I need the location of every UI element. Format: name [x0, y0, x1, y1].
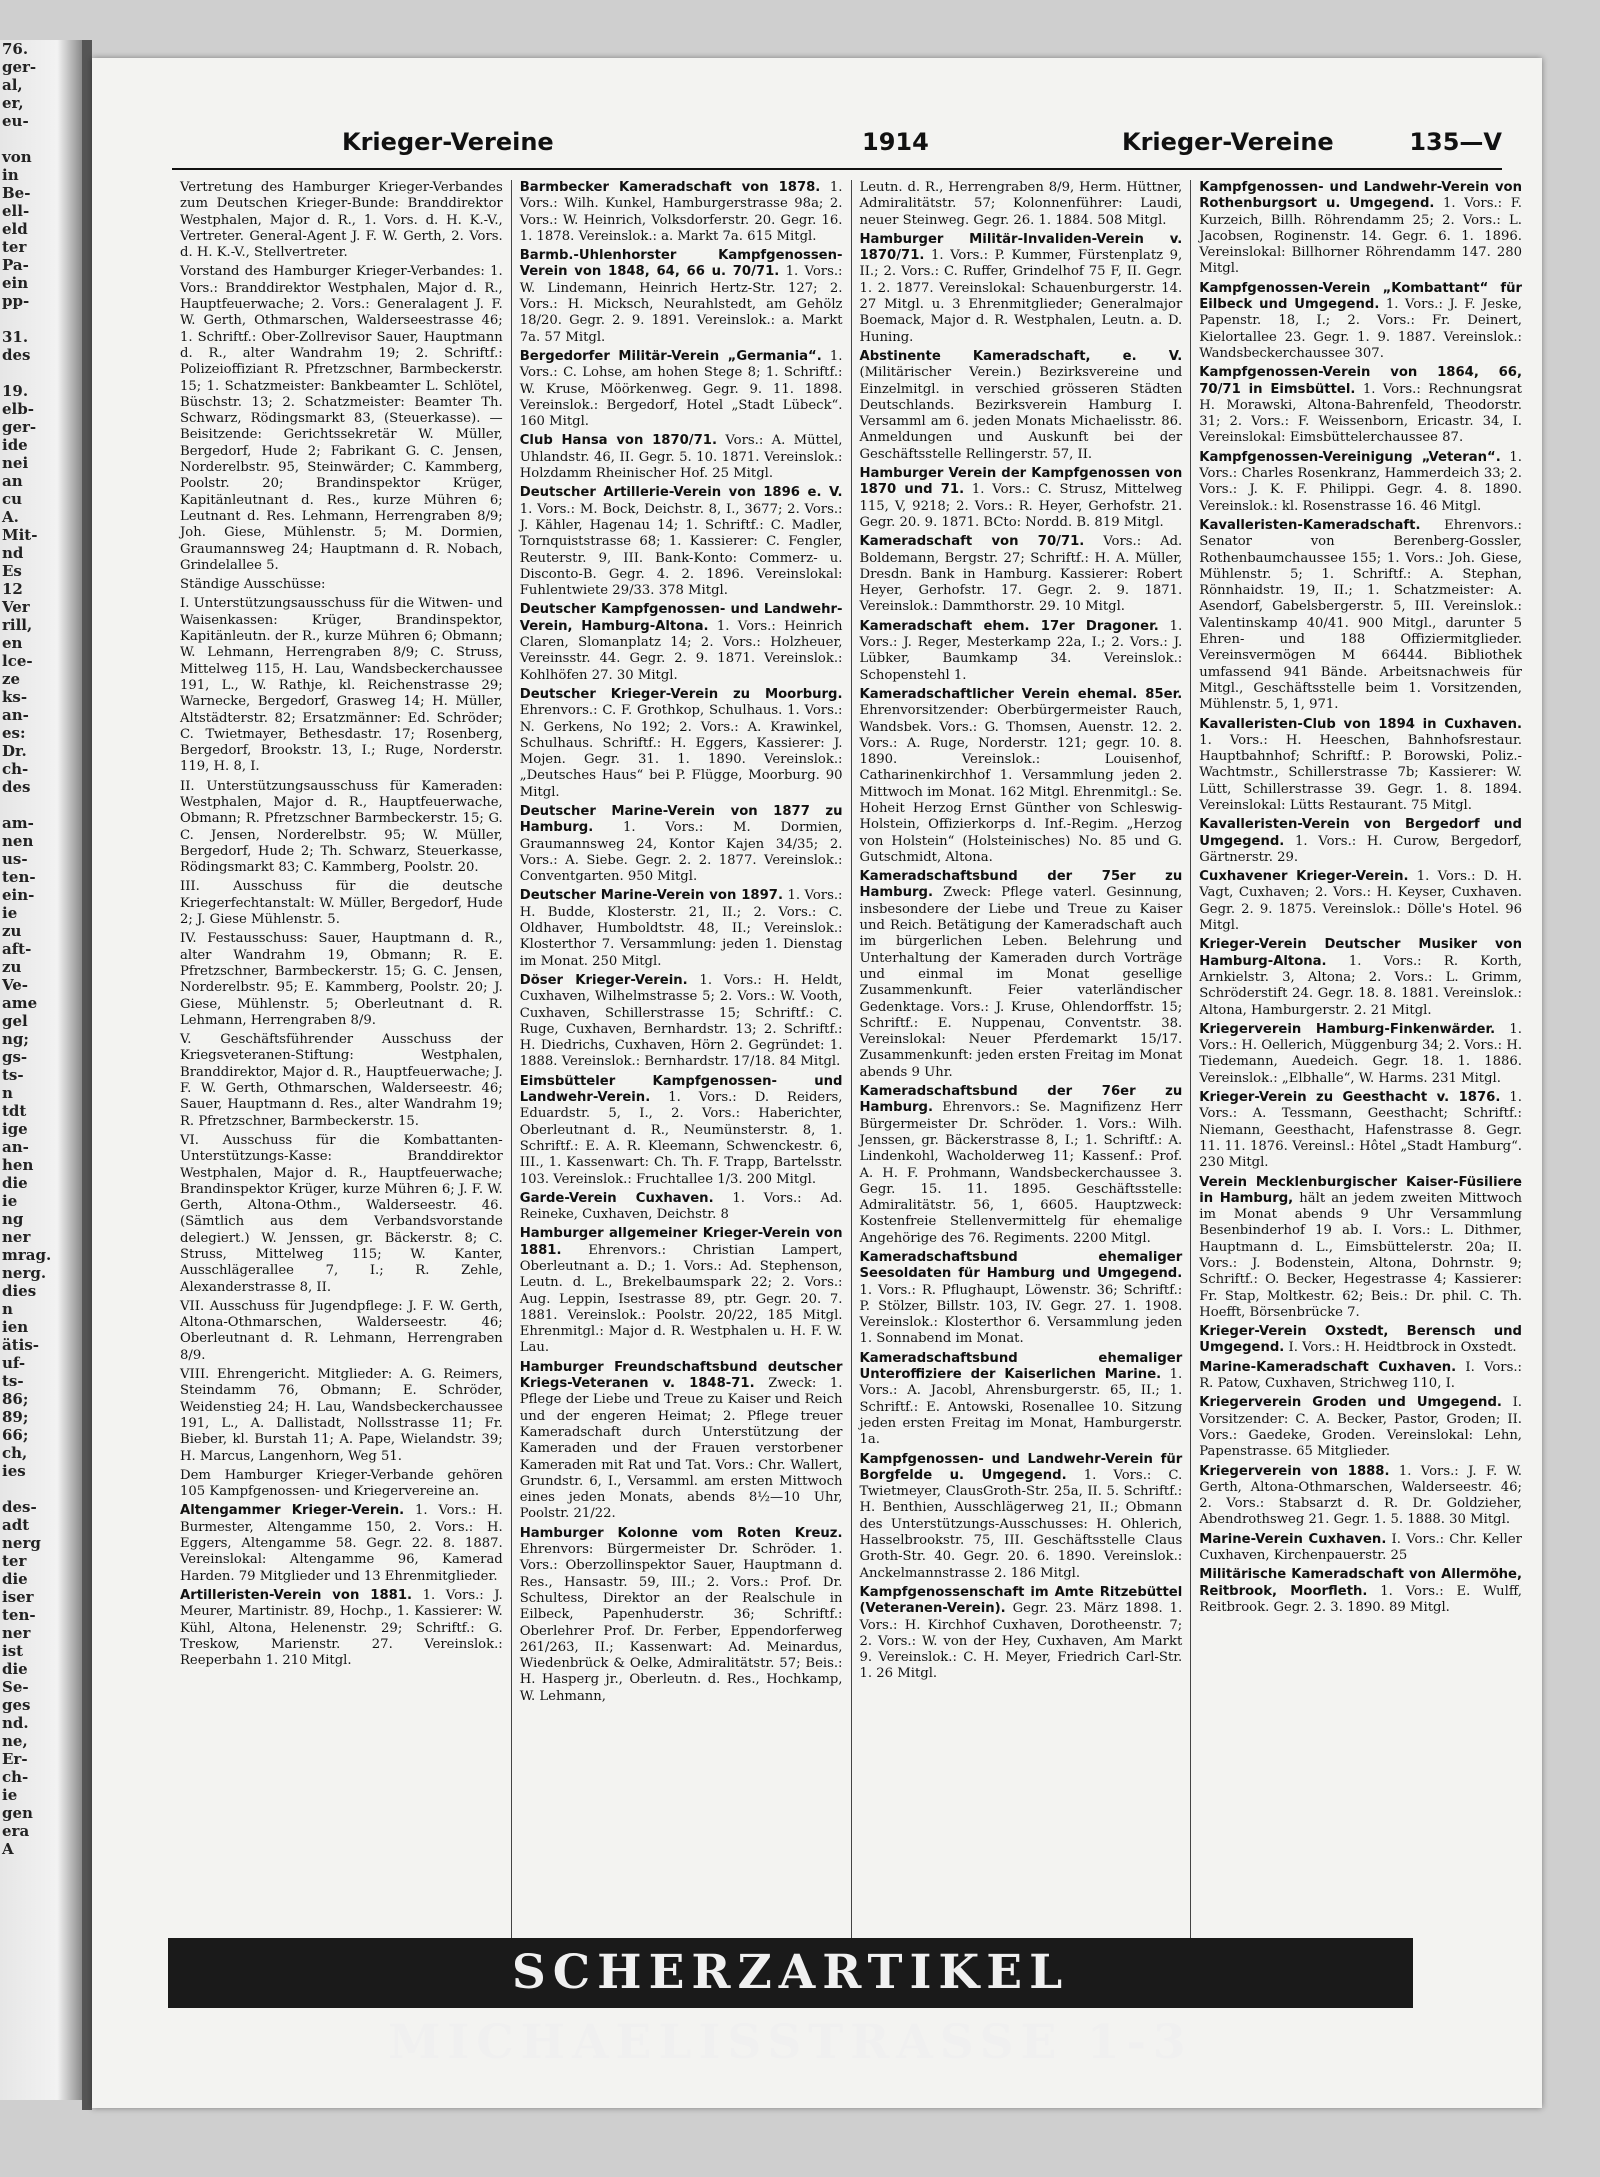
entry-body: Ständige Ausschüsse:	[180, 577, 326, 593]
margin-fragment: ng;	[2, 1030, 29, 1048]
directory-entry	[180, 931, 503, 1029]
margin-fragment: die	[2, 1174, 28, 1192]
margin-fragment: ist	[2, 1642, 24, 1660]
directory-entry	[520, 349, 843, 430]
entry-body: V. Geschäftsführender Ausschuss der Kriegsveteranen-Stiftung: Westphalen, Branddirektor, Major d. R., Hauptfeuerwache; J. F. W. Gerth, Othmarschen, Walderseestr. 46; Sauer, Hauptmann d. Res., alter Wandrahm 19; R. Pfretzschner, Barmbeckerstr. 15.	[180, 1032, 503, 1129]
entry-body: Vors.: A. Müttel, Uhlandstr. 46, II. Gegr. 5. 10. 1871. Vereinslok.: Holzdamm Rheinischer Hof. 25 Mitgl.	[519, 433, 843, 482]
entry-name: Barmbecker Kameradschaft von 1878.	[519, 180, 821, 195]
margin-fragment: nei	[2, 454, 29, 472]
entry-body: 1. Vors.: R. Korth, Arnkielstr. 3, Altona; 2. Vors.: L. Grimm, Schröderstift 24. Gegr. 18. 8. 1881. Vereinslok.: Altona, Hamburgerstr. 2. 21 Mitgl.	[1199, 953, 1522, 1018]
entry-body: 1. Vors.: M. Dormien, Graumannsweg 24, Kontor Kajen 34/35; 2. Vors.: A. Siebe. Gegr. 2. 2. 1877. Vereinslok.: Conventgarten. 950 Mitgl.	[519, 820, 843, 885]
header-right-title: Krieger-Vereine	[1122, 128, 1334, 156]
margin-fragment: cu	[2, 490, 23, 508]
directory-entry	[180, 264, 503, 574]
entry-body: 1. Vors.: C. Strusz, Mittelweg 115, V, 9218; 2. Vors.: R. Heyer, Gerhofstr. 21. Gegr. 20. 9. 1871. BCto: Nordd. B. 819 Mitgl.	[859, 482, 1183, 530]
margin-fragment: Dr.	[2, 742, 27, 760]
entry-body: 1. Vors.: F. Kurzeich, Billh. Röhrendamm 25; 2. Vors.: L. Jacobsen, Roginenstr. 14. Gegr. 6. 1. 1896. Vereinslokal: Billhorner Röhrendamm 147. 280 Mitgl.	[1199, 196, 1522, 277]
margin-fragment: Ve-	[2, 976, 29, 994]
directory-entry	[520, 1226, 843, 1356]
margin-fragment: aft-	[2, 940, 32, 958]
entry-name: Garde-Verein Cuxhaven.	[519, 1190, 714, 1206]
directory-entry	[1199, 817, 1522, 866]
margin-fragment: Ver	[2, 598, 30, 616]
entry-body: VIII. Ehrengericht. Mitglieder: A. G. Reimers, Steindamm 76, Obmann; E. Schröder, Weidenstieg 24; H. Lau, Wandsbeckerchaussee 191, L., A. Dallistadt, Nollsstrasse 11; Fr. Bieber, kl. Burstah 11; A. Pape, Wielandstr. 39; H. Marcus, Langenhorn, Weg 51.	[180, 1367, 503, 1464]
directory-entry	[1199, 1395, 1522, 1460]
margin-fragment: ie	[2, 1192, 18, 1210]
entry-body: 1. Vors.: H. Heeschen, Bahnhofsrestaur. Hauptbahnhof; Schriftf.: P. Borowski, Poliz.-Wachtmstr., Schillerstrasse 7b; Kassierer: W. Lütt, Schillerstrasse 39. Gegr. 1. 8. 1894. Vereinslokal: Lütts Restaurant. 75 Mitgl.	[1199, 732, 1522, 813]
entry-name: Kavalleristen-Club von 1894 in Cuxhaven.	[1199, 716, 1522, 732]
entry-body: Vorstand des Hamburger Krieger-Verbandes: 1. Vors.: Branddirektor Westphalen, Major d. R., Hauptfeuerwache; 2. Vors.: Generalagent J. F. W. Gerth, Othmarschen, Walderseestrasse 46; 1. Schriftf.: Ober-Zollrevisor Sauer, Hauptmann d. R., alter Wandrahm 19; 2. Schriftf.: Polizeioffiziant R. Pfretzschner, Barmbeckerstr. 15; 1. Schatzmeister: Bankbeamter L. Schlötel, Büschstr. 13; 2. Schatzmeister: Beamter Th. Schwarz, Rödingsmarkt 83, (Steuerkasse). — Beisitzende: Gerichtssekretär W. Müller, Bergedorf, Hude 2; Fabrikant G. C. Jensen, Norderelbstr. 95, Steinwärder; C. Kammberg, Poolstr. 20; Brandinspektor Krüger, Kapitänleutnant d. Res., kurze Mühren 6; Leutnant d. Res. Lehmann, Herrengraben 8/9; Joh. Giese, Mühlenstr. 5; M. Dormien, Graumannsweg 24; Hauptmann d. R. Nobach, Grindelallee 5.	[180, 264, 503, 573]
margin-fragment: ie	[2, 1786, 18, 1804]
directory-entry	[520, 1191, 843, 1224]
entry-name: Abstinente Kameradschaft, e. V.	[859, 348, 1183, 364]
margin-fragment: von	[2, 148, 32, 166]
header-left-title: Krieger-Vereine	[342, 128, 554, 156]
entry-body: I. Vors.: H. Heidtbrock in Oxstedt.	[1288, 1340, 1517, 1356]
entry-name: Hamburger Freundschaftsbund deutscher Kriegs-Veteranen v. 1848-71.	[519, 1359, 843, 1392]
entry-name: Marine-Verein Cuxhaven.	[1199, 1531, 1387, 1547]
entry-name: Kampfgenossen-Vereinigung „Veteran“.	[1199, 449, 1501, 465]
margin-fragment: ges	[2, 1696, 31, 1714]
directory-entry	[860, 534, 1183, 615]
margin-fragment: nerg.	[2, 1264, 47, 1282]
margin-fragment: mrag.	[2, 1246, 52, 1264]
margin-fragment: era	[2, 1822, 30, 1840]
directory-entry	[520, 433, 843, 482]
entry-body: 1. Vors.: D. H. Vagt, Cuxhaven; 2. Vors.: H. Keyser, Cuxhaven. Gegr. 2. 9. 1875. Vereinslok.: Dölle's Hotel. 96 Mitgl.	[1199, 869, 1522, 934]
margin-fragment: uf-	[2, 1354, 26, 1372]
directory-entry	[860, 1585, 1183, 1683]
entry-body: Ehrenvors: Bürgermeister Dr. Schröder. 1. Vors.: Oberzollinspektor Sauer, Hauptmann d. Res., Hansastr. 59, III.; 2. Vors.: Prof. Dr. Schultess, Direktor an der Realschule in Eilbeck, Papenhuderstr. 36; Schriftf.: Oberlehrer Prof. Dr. Ferber, Eppendorferweg 261/263, II.; Kassenwart: Ad. Meinardus, Wiedenbrück & Oelke, Admiralitätstr. 57; Beis.: H. Hasperg jr., Oberleutn. d. Res., Hochkamp, W. Lehmann,	[519, 1542, 843, 1704]
margin-fragment: gs-	[2, 1048, 28, 1066]
book-spine	[82, 40, 92, 2110]
directory-entry	[180, 1588, 503, 1669]
entry-body: 1. Vors.: A. Tessmann, Geesthacht; Schriftf.: Niemann, Geesthacht, Hafenstrasse 8. Gegr. 11. 11. 1876. Vereinsl.: Hôtel „Stadt Hamburg“. 230 Mitgl.	[1199, 1090, 1522, 1171]
directory-entry	[180, 779, 503, 877]
margin-fragment: des-	[2, 1498, 37, 1516]
entry-body: 1. Vors.: D. Reiders, Eduardstr. 5, I., 2. Vors.: Haberichter, Oberleutnant d. R., Neumünsterstr. 8, 1. Schriftf.: E. A. R. Kleemann, Schwenckestr. 6, III., 1. Kassenwart: Ch. Th. F. Trapp, Bartelsstr. 103. Vereinslok.: Fruchtallee 1/3. 200 Mitgl.	[519, 1090, 843, 1187]
margin-fragment: 89;	[2, 1408, 29, 1426]
margin-fragment: gel	[2, 1012, 28, 1030]
directory-entry	[520, 687, 843, 801]
entry-body: I. Vors.: Chr. Keller Cuxhaven, Kirchenpauerstr. 25	[1199, 1531, 1522, 1564]
margin-fragment: ner	[2, 1228, 31, 1246]
margin-fragment: ies	[2, 1462, 26, 1480]
margin-fragment: ner	[2, 1624, 31, 1642]
entry-name: Deutscher Artillerie-Verein von 1896 e. V.	[519, 485, 843, 501]
entry-name: Kampfgenossen-Verein von 1864, 66, 70/71 in Eimsbüttel.	[1199, 365, 1522, 397]
margin-fragment: ger-	[2, 58, 37, 76]
entry-body: 1. Vors.: C. Twietmeyer, ClausGroth-Str. 25a, II. 5. Schriftf.: H. Benthien, Ausschlägerweg 21, II.; Obmann des Unterstützungs-Ausschusses: H. Ohlerich, Hasselbrookstr. 75, III. Geschäftsstelle Claus Groth-Str. 40. Gegr. 20. 6. 1890. Vereinslok.: Anckelmannstrasse 2. 186 Mitgl.	[859, 1467, 1183, 1581]
margin-fragment: eld	[2, 220, 28, 238]
entry-name: Bergedorfer Militär-Verein „Germania“.	[519, 348, 822, 364]
directory-entry	[180, 879, 503, 928]
directory-entry	[520, 485, 843, 599]
margin-fragment: ch-	[2, 760, 29, 778]
directory-entry	[1199, 518, 1522, 714]
directory-entry	[1199, 365, 1522, 446]
directory-entry	[860, 1084, 1183, 1247]
margin-fragment: in	[2, 166, 19, 184]
margin-fragment: 31.	[2, 328, 29, 346]
directory-entry	[1199, 1567, 1522, 1616]
entry-body: (Militärischer Verein.) Bezirksvereine und Einzelmitgl. in verschied grösseren Städten Deutschlands. Bezirksverein Hamburg I. Versamml am 6. jeden Monats Michaelisstr. 86. Anmeldungen und Auskunft bei der Geschäftsstelle Rellingerstr. 57, II.	[859, 365, 1183, 462]
entry-name: Militärische Kameradschaft von Allermöhe, Reitbrook, Moorfleth.	[1199, 1567, 1522, 1599]
margin-fragment: lce-	[2, 652, 33, 670]
directory-entry	[1199, 937, 1522, 1018]
directory-entry	[180, 1468, 503, 1501]
entry-body: IV. Festausschuss: Sauer, Hauptmann d. R., alter Wandrahm 19, Obmann; R. E. Pfretzschner, Barmbeckerstr. 15; G. C. Jensen, Norderelbstr. 95; E. Kammberg, Poolstr. 20; J. Giese, Mühlenstr. 5; Oberleutnant d. R. Lehmann, Herrengraben 8/9.	[180, 931, 503, 1028]
directory-entry	[860, 1351, 1183, 1449]
entry-body: 1. Vors.: J. F. W. Gerth, Altona-Othmarschen, Walderseestr. 46; 2. Vors.: Stabsarzt d. R. Dr. Goldzieher, Abendrothsweg 21. Gegr. 1. 5. 1888. 30 Mitgl.	[1199, 1463, 1522, 1528]
margin-fragment: am-	[2, 814, 34, 832]
entry-body: 1. Vors.: H. Curow, Bergedorf, Gärtnerstr. 29.	[1199, 833, 1522, 865]
margin-fragment: eu-	[2, 112, 29, 130]
margin-fragment: ter	[2, 1552, 27, 1570]
entry-body: Vertretung des Hamburger Krieger-Verbandes zum Deutschen Krieger-Bunde: Branddirektor Westphalen, Major d. R., 1. Vors. d. H. K.-V., Vertreter. General-Agent J. F. W. Gerth, 2. Vors. d. H. K.-V., Stellvertreter.	[180, 180, 503, 261]
margin-fragment	[0, 130, 82, 148]
margin-fragment: ame	[2, 994, 38, 1012]
directory-entry	[1199, 180, 1522, 278]
margin-fragment: ige	[2, 1120, 28, 1138]
margin-fragment: zu	[2, 922, 22, 940]
entry-name: Krieger-Verein zu Geesthacht v. 1876.	[1199, 1090, 1501, 1106]
margin-fragment: 76.	[2, 40, 29, 58]
directory-entry	[180, 180, 503, 261]
header-rule	[172, 168, 1502, 170]
directory-entry	[1199, 717, 1522, 815]
margin-fragment: Be-	[2, 184, 31, 202]
directory-entry	[860, 1452, 1183, 1582]
directory-entry	[1199, 1360, 1522, 1393]
entry-name: Deutscher Kampfgenossen- und Landwehr-Verein, Hamburg-Altona.	[519, 602, 843, 634]
directory-entry	[1199, 1532, 1522, 1565]
entry-name: Kameradschaftlicher Verein ehemal. 85er.	[859, 686, 1183, 702]
directory-entry	[860, 619, 1183, 684]
margin-fragment: nerg	[2, 1534, 41, 1552]
header-year: 1914	[862, 128, 929, 156]
entry-name: Kameradschaftsbund der 76er zu Hamburg.	[859, 1084, 1183, 1116]
directory-entry	[860, 1250, 1183, 1348]
margin-fragment: an	[2, 472, 23, 490]
directory-entry	[520, 973, 843, 1071]
entry-name: Krieger-Verein Oxstedt, Berensch und Umgegend.	[1199, 1324, 1522, 1356]
directory-entry	[520, 248, 843, 346]
entry-name: Döser Krieger-Verein.	[519, 972, 688, 988]
entry-body: 1. Vors.: J. Reger, Mesterkamp 22a, I.; 2. Vors.: J. Lübker, Baumkamp 34. Vereinslok.: Schopenstehl 1.	[859, 618, 1183, 683]
directory-entry	[520, 602, 843, 683]
entry-name: Kampfgenossen-Verein „Kombattant“ für Eilbeck und Umgegend.	[1199, 280, 1522, 313]
entry-name: Kameradschaft von 70/71.	[859, 534, 1085, 550]
entry-body: Leutn. d. R., Herrengraben 8/9, Herm. Hüttner, Admiralitätstr. 57; Kolonnenführer: Laudi, neuer Steinweg. Gegr. 26. 1. 1884. 508 Mitgl.	[859, 180, 1183, 228]
column-2	[512, 180, 852, 1988]
margin-fragment	[0, 310, 82, 328]
margin-fragment: 66;	[2, 1426, 29, 1444]
entry-body: VII. Ausschuss für Jugendpflege: J. F. W. Gerth, Altona-Othmarschen, Walderseestr. 46; Oberleutnant d. R. Lehmann, Herrengraben 8/9.	[180, 1298, 503, 1363]
entry-body: 1. Vors.: H. Budde, Klosterstr. 21, II.; 2. Vors.: C. Oldhaver, Humboldtstr. 48, II.; Vereinslok.: Klosterthor 7. Versammlung: jeden 1. Dienstag im Monat. 250 Mitgl.	[519, 888, 843, 969]
margin-fragment: ell-	[2, 202, 30, 220]
entry-body: 1. Vors.: Ad. Reineke, Cuxhaven, Deichstr. 8	[519, 1190, 843, 1223]
directory-entry	[180, 596, 503, 775]
margin-fragment: ie	[2, 904, 18, 922]
margin-fragment: an-	[2, 706, 29, 724]
entry-body: Ehrenvors.: C. F. Grothkop, Schulhaus. 1. Vors.: N. Gerkens, No 192; 2. Vors.: A. Krawinkel, Schulhaus. Schriftf.: H. Eggers, Kassierer: J. Mojen. Gegr. 31. 1. 1890. Vereinslok.: „Deutsches Haus“ bei P. Flügge, Moorburg. 90 Mitgl.	[519, 703, 843, 800]
entry-name: Eimsbütteler Kampfgenossen- und Landwehr-Verein.	[519, 1073, 843, 1106]
entry-body: VI. Ausschuss für die Kombattanten-Unterstützungs-Kasse: Branddirektor Westphalen, Major d. R., Hauptfeuerwache; Brandinspektor Krüger, kurze Mühren 6; J. F. W. Gerth, Altona-Othm., Walderseestr. 46. (Sämtlich aus dem Verbandsvorstande delegiert.) W. Jenssen, gr. Bäckerstr. 8; C. Struss, Mittelweg 115; W. Kanter, Ausschlägerallee 7, I.; R. Zehle, Alexanderstrasse 8, II.	[180, 1132, 503, 1295]
columns	[172, 180, 1530, 1988]
margin-fragment: elb-	[2, 400, 34, 418]
margin-fragment: n	[2, 1084, 13, 1102]
entry-name: Krieger-Verein Deutscher Musiker von Hamburg-Altona.	[1199, 937, 1522, 969]
margin-fragment: ter	[2, 238, 27, 256]
margin-fragment: ze	[2, 670, 21, 688]
margin-fragment: er,	[2, 94, 24, 112]
entry-name: Kampfgenossen- und Landwehr-Verein für Borgfelde u. Umgegend.	[859, 1451, 1183, 1483]
entry-body: Zweck: Pflege vaterl. Gesinnung, insbesondere der Liebe und Treue zu Kaiser und Reich. Betätigung der Kameradschaft auch im bürgerlichen Leben. Belehrung und Unterhaltung der Kameraden durch Vorträge und einmal im Monat gesellige Zusammenkunft. Feier vaterländischer Gedenktage. Vors.: J. Kruse, Ohlendorffstr. 15; Schriftf.: E. Nuppenau, Conventstr. 38. Vereinslokal: Neuer Pferdemarkt 15/17. Zusammenkunft: jeden ersten Freitag im Monat abends 9 Uhr.	[859, 885, 1183, 1080]
directory-page	[92, 58, 1542, 2108]
entry-name: Hamburger Militär-Invaliden-Verein v. 1870/71.	[859, 231, 1183, 264]
directory-entry	[520, 888, 843, 969]
entry-name: Kavalleristen-Verein von Bergedorf und Umgegend.	[1199, 817, 1522, 849]
entry-name: Cuxhavener Krieger-Verein.	[1199, 869, 1409, 885]
directory-entry	[1199, 1090, 1522, 1171]
entry-body: II. Unterstützungsausschuss für Kameraden: Westphalen, Major d. R., Hauptfeuerwache, Obmann; R. Pfretzschner Barmbeckerstr. 15; G. C. Jensen, Norderelbstr. 95; W. Müller, Bergedorf, Hude 2; Th. Schwarz, Steuerkasse, Rödingsmarkt 83; C. Kammberg, Poolstr. 20.	[180, 778, 503, 876]
entry-body: III. Ausschuss für die deutsche Kriegerfechtanstalt: W. Müller, Bergedorf, Hude 2; J. Giese Mühlenstr. 5.	[180, 879, 503, 928]
advertisement-banner: SCHERZARTIKEL MICHAELISSTRASSE 1-3	[168, 1938, 1413, 2008]
entry-name: Kriegerverein Groden und Umgegend.	[1199, 1395, 1502, 1411]
margin-fragment: ein	[2, 274, 29, 292]
directory-entry	[180, 1503, 503, 1584]
margin-fragment: nd.	[2, 1714, 29, 1732]
entry-name: Verein Mecklenburgischer Kaiser-Füsiliere in Hamburg,	[1199, 1174, 1522, 1206]
margin-fragment: adt	[2, 1516, 30, 1534]
margin-fragment	[0, 796, 82, 814]
entry-body: Vors.: Ad. Boldemann, Bergstr. 27; Schriftf.: H. A. Müller, Dresdn. Bank in Hamburg. Kassierer: Robert Heyer, Gerhofstr. 17. Gegr. 2. 9. 1871. Vereinslok.: Dammthorstr. 29. 10 Mitgl.	[859, 534, 1183, 615]
margin-fragment	[0, 364, 82, 382]
entry-body: Ehrenvorsitzender: Oberbürgermeister Rauch, Wandsbek. Vors.: G. Thomsen, Auenstr. 12. 2. Vors.: A. Ruge, Norderstr. 121; gegr. 10. 8. 1890. Vereinslok.: Louisenhof, Catharinenkirchhof 1. Versammlung jeden 2. Mittwoch im Monat. 162 Mitgl. Ehrenmitgl.: Se. Hoheit Herzog Ernst Günther von Schleswig-Holstein, Offizierkorps d. Inf.-Regim. „Herzog von Holstein“ (Holsteinisches) No. 85 und G. Gutschmidt, Altona.	[859, 703, 1183, 865]
margin-fragment: ch-	[2, 1768, 29, 1786]
entry-body: 1. Vors.: J. F. Jeske, Papenstr. 18, I.; 2. Vors.: Fr. Deinert, Kielortallee 23. Gegr. 1. 9. 1887. Vereinslok.: Wandsbeckerchaussee 307.	[1199, 297, 1522, 361]
margin-fragment: ide	[2, 436, 28, 454]
margin-fragment: n	[2, 1300, 13, 1318]
margin-fragment: ts-	[2, 1372, 24, 1390]
margin-fragment: al,	[2, 76, 23, 94]
entry-name: Altengammer Krieger-Verein.	[180, 1503, 405, 1519]
directory-entry	[520, 1360, 843, 1523]
directory-entry	[520, 1074, 843, 1188]
margin-fragment: ks-	[2, 688, 28, 706]
directory-entry	[860, 180, 1183, 229]
directory-entry	[860, 232, 1183, 346]
margin-fragment: nen	[2, 832, 34, 850]
entry-body: 1. Vors.: E. Wulff, Reitbrook. Gegr. 2. 3. 1890. 89 Mitgl.	[1199, 1583, 1522, 1615]
directory-entry	[1199, 1022, 1522, 1087]
entry-name: Hamburger allgemeiner Krieger-Verein von 1881.	[519, 1226, 843, 1258]
entry-body: 1. Vors.: M. Bock, Deichstr. 8, I., 3677; 2. Vors.: J. Kähler, Hagenau 14; 1. Schriftf.: C. Madler, Tornquiststrasse 68; 1. Kassierer: C. Fengler, Reuterstr. 9, III. Bank-Konto: Commerz- u. Disconto-B. Gegr. 4. 2. 1896. Vereinslokal: Fuhlentwiete 29/33. 378 Mitgl.	[519, 501, 843, 599]
entry-name: Hamburger Verein der Kampfgenossen von 1870 und 71.	[859, 466, 1183, 498]
entry-name: Deutscher Krieger-Verein zu Moorburg.	[519, 686, 843, 702]
margin-fragment: ch,	[2, 1444, 28, 1462]
entry-body: hält an jedem zweiten Mittwoch im Monat abends 9 Uhr Versammlung Besenbinderhof 19 ab. I. Vors.: L. Dithmer, Hauptmann d. L., Eimsbüttelerstr. 20a; II. Vors.: J. Bodenstein, Altona, Dohrnstr. 9; Schriftf.: O. Becker, Hegestrasse 4; Kassierer: Fr. Stap, Moltkestr. 62; Beis.: Dr. phil. C. Th. Hoefft, Börsenbrücke 7.	[1199, 1190, 1522, 1320]
entry-name: Kriegerverein Hamburg-Finkenwärder.	[1199, 1021, 1496, 1037]
directory-entry	[180, 1367, 503, 1465]
margin-fragment: tdt	[2, 1102, 27, 1120]
margin-fragment: ätis-	[2, 1336, 40, 1354]
margin-fragment: ten-	[2, 1606, 36, 1624]
entry-name: Kampfgenossen- und Landwehr-Verein von Rothenburgsort u. Umgegend.	[1199, 180, 1522, 212]
margin-fragment: ng	[2, 1210, 24, 1228]
margin-fragment: A.	[2, 508, 19, 526]
margin-fragment: us-	[2, 850, 28, 868]
margin-fragment: ne,	[2, 1732, 28, 1750]
entry-name: Deutscher Marine-Verein von 1897.	[519, 888, 783, 904]
entry-body: I. Unterstützungsausschuss für die Witwen- und Waisenkassen: Krüger, Brandinspektor, Kapitänleutn. der R., kurze Mühren 6; Obmann; W. Lehmann, Herrengraben 8/9; C. Struss, Mittelweg 115, H. Lau, Wandsbeckerchaussee 191, L., W. Rathje, kl. Reichenstrasse 29; Warnecke, Bergedorf, Grasweg 14; H. Müller, Altstädterstr. 82; Ersatzmänner: Ed. Schröder; C. Twietmayer, Bethesdastr. 17; Rosenberg, Bergedorf, Brookstr. 13, I.; Ruge, Norderstr. 119, H. 8, I.	[180, 596, 503, 775]
entry-name: Kameradschaftsbund ehemaliger Seesoldaten für Hamburg und Umgegend.	[859, 1250, 1183, 1282]
margin-fragment	[0, 1480, 82, 1498]
margin-fragment: rill,	[2, 616, 33, 634]
margin-fragment: die	[2, 1570, 28, 1588]
margin-fragment: Mit-	[2, 526, 38, 544]
directory-entry	[1199, 281, 1522, 362]
entry-body: Ehrenvors.: Se. Magnifizenz Herr Bürgermeister Dr. Schröder. 1. Vors.: Wilh. Jenssen, gr. Bäckerstrasse 8, I.; 1. Schriftf.: A. Lindenkohl, Wacholderweg 11; Kassenf.: Prof. A. H. F. Prohmann, Wandsbeckerchaussee 3. Gegr. 15. 11. 1895. Geschäftsstelle: Admiralitätstr. 56, 1, 6605. Hauptzweck: Kostenfreie Stellenvermittelg für ehemalige Angehörige des 76. Regiments. 2200 Mitgl.	[859, 1100, 1183, 1246]
entry-body: Dem Hamburger Krieger-Verbande gehören 105 Kampfgenossen- und Kriegervereine an.	[180, 1467, 503, 1500]
entry-name: Kameradschaft ehem. 17er Dragoner.	[859, 618, 1159, 634]
column-4	[1191, 180, 1530, 1988]
directory-entry	[180, 1133, 503, 1296]
entry-body: I. Vorsitzender: C. A. Becker, Pastor, Groden; II. Vors.: Gaedeke, Groden. Vereinslokal: Lehn, Papenstrasse. 65 Mitglieder.	[1199, 1395, 1522, 1460]
directory-entry	[1199, 1464, 1522, 1529]
margin-fragment: dies	[2, 1282, 37, 1300]
entry-name: Deutscher Marine-Verein von 1877 zu Hamburg.	[519, 803, 843, 836]
margin-fragment: ein-	[2, 886, 35, 904]
entry-body: 1. Vors.: J. Meurer, Martinistr. 89, Hochp., 1. Kassierer: W. Kühl, Altona, Helenenstr. 29; Schriftf.: G. Treskow, Marienstr. 27. Vereinslok.: Reeperbahn 1. 210 Mitgl.	[180, 1587, 503, 1669]
margin-fragment: pp-	[2, 292, 30, 310]
entry-body: 1. Vors.: A. Jacobl, Ahrensburgerstr. 65, II.; 1. Schriftf.: E. Antowski, Rosenallee 10. Sitzung jeden ersten Freitag im Monat, Hamburgerstr. 1a.	[859, 1367, 1183, 1448]
entry-name: Hamburger Kolonne vom Roten Kreuz.	[519, 1525, 843, 1541]
margin-fragment: es:	[2, 724, 26, 742]
margin-fragment: an-	[2, 1138, 29, 1156]
directory-entry	[180, 577, 503, 593]
entry-body: 1. Vors.: H. Heldt, Cuxhaven, Wilhelmstrasse 5; 2. Vors.: W. Vooth, Cuxhaven, Schillerstrasse 15; Schriftf.: C. Ruge, Cuxhaven, Bernhardstr. 13; 2. Schriftf.: H. Diedrichs, Cuxhaven, Hörn 2. Gegründet: 1. 1888. Vereinslok.: Bernhardstr. 17/18. 84 Mitgl.	[519, 972, 843, 1070]
entry-body: Gegr. 23. März 1898. 1. Vors.: H. Kirchhof Cuxhaven, Dorotheenstr. 7; 2. Vors.: W. von der Hey, Cuxhaven, Am Markt 9. Vereinslok.: C. H. Meyer, Friedrich Carl-Str. 1. 26 Mitgl.	[859, 1601, 1183, 1682]
margin-fragment: des	[2, 346, 31, 364]
directory-entry	[1199, 869, 1522, 934]
entry-body: 1. Vors.: C. Lohse, am hohen Stege 8; 1. Schriftf.: W. Kruse, Möörkenweg. Gegr. 9. 11. 1898. Vereinslok.: Bergedorf, Hotel „Stadt Lübeck“. 160 Mitgl.	[519, 348, 843, 430]
entry-body: Ehrenvors.: Christian Lampert, Oberleutnant a. D.; 1. Vors.: Ad. Stephenson, Leutn. d. L., Brekelbaumspark 22; 2. Vors.: Aug. Leppin, Isestrasse 89, ptr. Gegr. 20. 7. 1881. Vereinslok.: Poolstr. 20/22, 185 Mitgl. Ehrenmitgl.: Major d. R. Westphalen u. H. F. W. Lau.	[519, 1242, 843, 1356]
column-3	[852, 180, 1192, 1988]
directory-entry	[1199, 1324, 1522, 1357]
margin-fragment: hen	[2, 1156, 34, 1174]
entry-body: 1. Vors.: Rechnungsrat H. Morawski, Altona-Bahrenfeld, Theodorstr. 31; 2. Vors.: F. Weissenborn, Ericastr. 34, I. Vereinslokal: Eimsbüttelerchaussee 87.	[1199, 381, 1522, 446]
entry-name: Club Hansa von 1870/71.	[519, 433, 717, 449]
margin-fragment: Pa-	[2, 256, 29, 274]
margin-fragment: zu	[2, 958, 22, 976]
margin-fragment: A	[2, 1840, 14, 1858]
entry-body: 1. Vors.: R. Pflughaupt, Löwenstr. 36; Schriftf.: P. Stölzer, Billstr. 103, IV. Gegr. 27. 1. 1908. Vereinslok.: Klosterthor 6. Versammlung jeden 1. Sonnabend im Monat.	[859, 1282, 1183, 1347]
directory-entry	[520, 804, 843, 885]
entry-body: 1. Vors.: Heinrich Claren, Slomanplatz 14; 2. Vors.: Holzheuer, Vereinsstr. 44. Gegr. 2. 9. 1871. Vereinslok.: Kohlhöfen 27. 30 Mitgl.	[519, 618, 843, 683]
margin-fragment: ien	[2, 1318, 29, 1336]
directory-entry	[860, 687, 1183, 866]
entry-body: I. Vors.: R. Patow, Cuxhaven, Strichweg 110, I.	[1199, 1359, 1522, 1392]
entry-body: 1. Vors.: Wilh. Kunkel, Hamburgerstrasse 98a; 2. Vors.: W. Heinrich, Volksdorferstr. 20. Gegr. 16. 1. 1878. Vereinslok.: a. Markt 7a. 615 Mitgl.	[519, 180, 843, 244]
margin-fragment: die	[2, 1660, 28, 1678]
margin-fragment: iser	[2, 1588, 34, 1606]
page-number: 135—V	[1409, 128, 1502, 156]
directory-entry	[1199, 1175, 1522, 1322]
margin-fragment: nd	[2, 544, 24, 562]
entry-body: 1. Vors.: W. Lindemann, Heinrich Hertz-Str. 127; 2. Vors.: H. Micksch, Neurahlstedt, am Gehölz 18/20. Gegr. 2. 9. 1891. Vereinslok.: a. Markt 7a. 57 Mitgl.	[519, 264, 843, 345]
directory-entry	[860, 349, 1183, 463]
margin-fragment: 19.	[2, 382, 29, 400]
entry-body: 1. Vors.: H. Oellerich, Müggenburg 34; 2. Vors.: H. Tiedemann, Auedeich. Gegr. 18. 1. 1886. Vereinslok.: „Elbhalle“, W. Harms. 231 Mitgl.	[1199, 1021, 1523, 1086]
entry-name: Artilleristen-Verein von 1881.	[180, 1587, 413, 1603]
column-1	[172, 180, 512, 1988]
margin-fragment: gen	[2, 1804, 33, 1822]
directory-entry	[520, 1526, 843, 1705]
margin-fragment: en	[2, 634, 23, 652]
directory-entry	[520, 180, 843, 245]
entry-name: Barmb.-Uhlenhorster Kampfgenossen-Verein von 1848, 64, 66 u. 70/71.	[519, 248, 843, 280]
directory-entry	[180, 1299, 503, 1364]
margin-fragment: des	[2, 778, 31, 796]
entry-body: 1. Vors.: H. Burmester, Altengamme 150, 2. Vors.: H. Eggers, Altengamme 58. Gegr. 22. 8. 1887. Vereinslokal: Altengamme 96, Kamerad Harden. 79 Mitglieder und 13 Ehrenmitglieder.	[180, 1503, 503, 1584]
directory-entry	[180, 1032, 503, 1130]
margin-fragment: ger-	[2, 418, 37, 436]
entry-body: 1. Vors.: Charles Rosenkranz, Hammerdeich 33; 2. Vors.: J. K. F. Philippi. Gegr. 4. 8. 1890. Vereinslok.: kl. Rosenstrasse 16. 46 Mitgl.	[1199, 449, 1522, 514]
margin-fragment: Se-	[2, 1678, 29, 1696]
margin-fragment: 86;	[2, 1390, 29, 1408]
running-header	[162, 128, 1502, 168]
margin-fragment: ten-	[2, 868, 36, 886]
directory-entry	[1199, 450, 1522, 515]
entry-name: Kriegerverein von 1888.	[1199, 1463, 1390, 1479]
entry-name: Kameradschaftsbund ehemaliger Unteroffiziere der Kaiserlichen Marine.	[859, 1350, 1183, 1383]
entry-body: Ehrenvors.: Senator von Berenberg-Gossler, Rothenbaumchaussee 155; 1. Vors.: Joh. Giese, Mühlenstr. 5; 1. Schriftf.: A. Stephan, Rönnhaidstr. 19, II.; 1. Schatzmeister: A. Asendorf, Gabelsbergerstr. 5, III. Vereinslok.: Valentinskamp 40/41. 900 Mitgl., darunter 5 Ehren- und 188 Offiziermitglieder. Vereinsvermögen M 66444. Bibliothek umfassend 941 Bände. Arbeitsnachweis für Mitgl., Geschäftsstelle beim 1. Vorsitzenden, Mühlenstr. 5, 1, 971.	[1199, 517, 1522, 713]
entry-name: Marine-Kameradschaft Cuxhaven.	[1199, 1359, 1457, 1375]
directory-entry	[860, 869, 1183, 1081]
entry-name: Kavalleristen-Kameradschaft.	[1199, 517, 1421, 533]
entry-body: 1. Vors.: P. Kummer, Fürstenplatz 9, II.; 2. Vors.: C. Ruffer, Grindelhof 75 F, II. Gegr. 1. 2. 1877. Vereinslokal: Schauenburgerstr. 14. 27 Mitgl. u. 3 Ehrenmitglieder; Generalmajor Boemack, Major d. R. Westphalen, Leutn. a. D. Huning.	[859, 248, 1183, 345]
margin-fragment: Es	[2, 562, 22, 580]
directory-entry	[860, 466, 1183, 531]
entry-name: Kampfgenossenschaft im Amte Ritzebüttel (Veteranen-Verein).	[859, 1584, 1183, 1617]
margin-fragment: ts-	[2, 1066, 24, 1084]
entry-name: Kameradschaftsbund der 75er zu Hamburg.	[859, 869, 1183, 901]
margin-fragment: Er-	[2, 1750, 28, 1768]
previous-page-margin	[0, 40, 82, 2100]
entry-body: Zweck: 1. Pflege der Liebe und Treue zu Kaiser und Reich und der engeren Heimat; 2. Pflege treuer Kameradschaft durch Unterstützung der Kameraden und der Frauen verstorbener Kameraden mit Rat und Tat. Vors.: Chr. Wallert, Grundstr. 6, I., Versamml. am ersten Mittwoch eines jeden Monats, abends 8½—10 Uhr, Poolstr. 21/22.	[519, 1376, 843, 1522]
margin-fragment: 12	[2, 580, 23, 598]
